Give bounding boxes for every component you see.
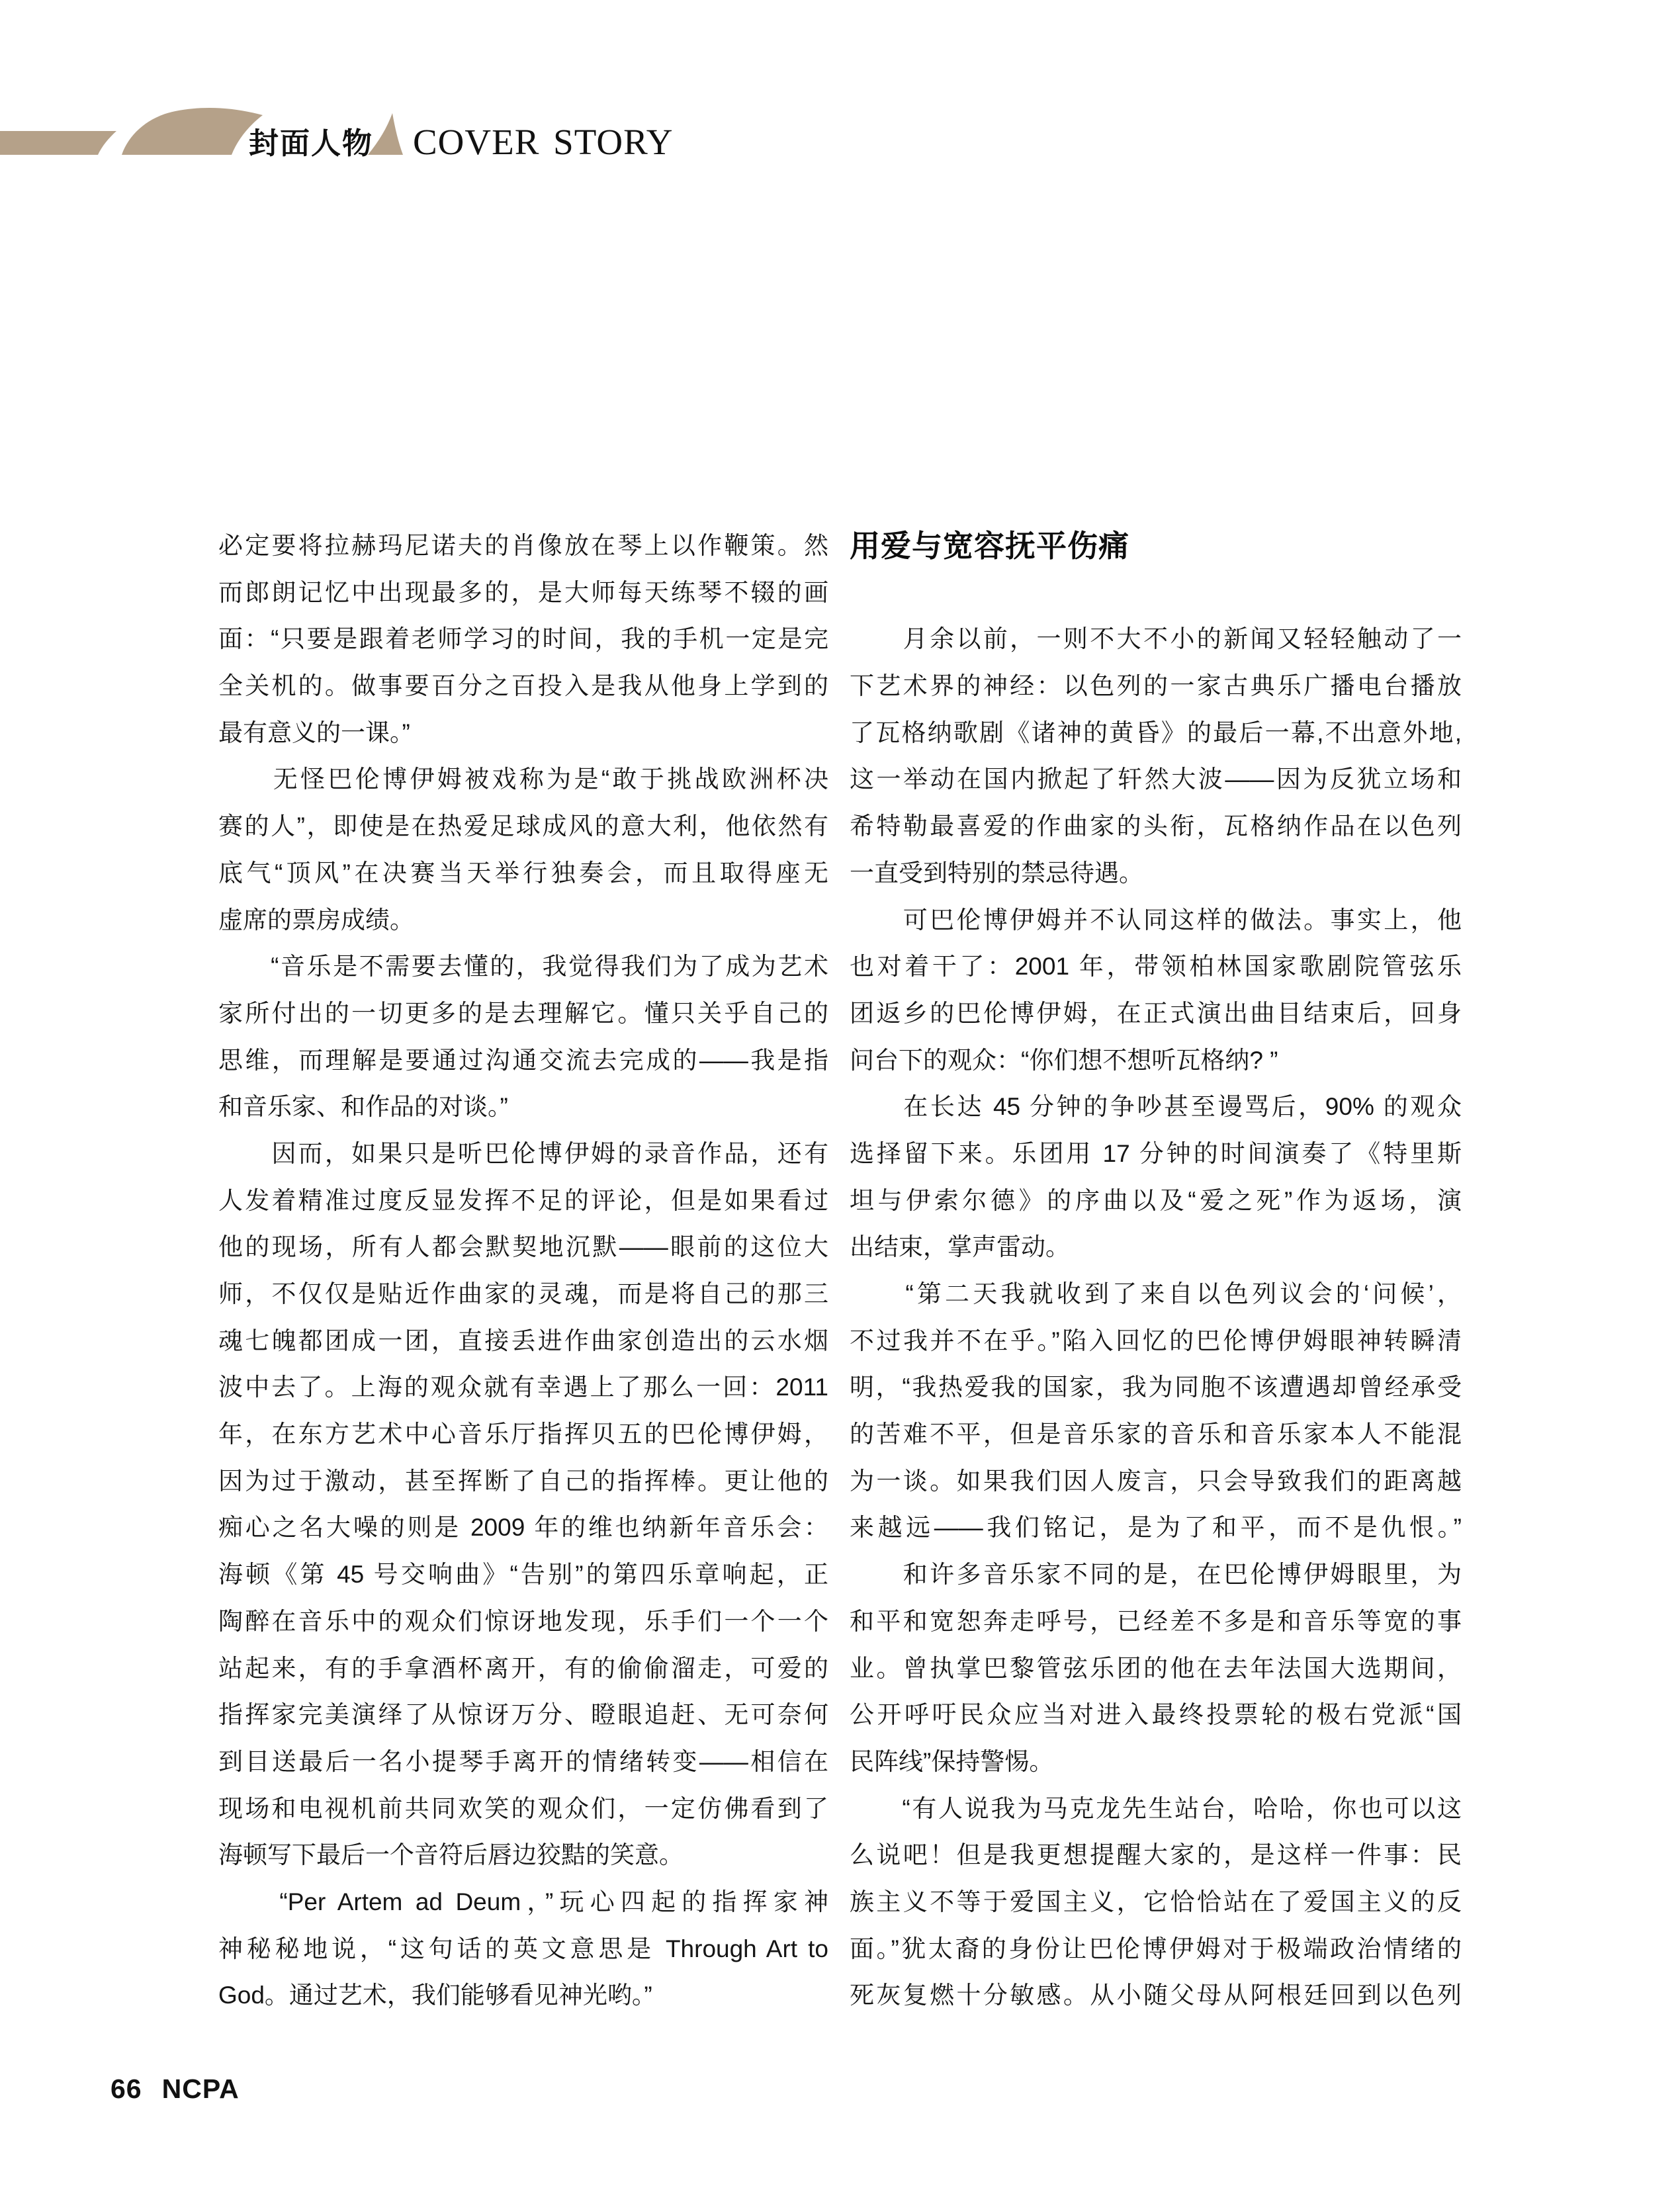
text-line: God。通过艺术，我们能够看见神光哟。”	[218, 1982, 652, 2009]
text-line: 最有意义的一课。”	[218, 719, 410, 746]
brand-swoosh-icon	[0, 106, 476, 185]
wing-swoosh-icon	[122, 108, 263, 155]
text-line: 年，在东方艺术中心音乐厅指挥贝五的巴伦博伊姆，	[218, 1421, 828, 1448]
text-line: 师，不仅仅是贴近作曲家的灵魂，而是将自己的那三	[218, 1280, 828, 1307]
text-line: 和许多音乐家不同的是，在巴伦博伊姆眼里，为	[850, 1561, 1462, 1589]
text-line: 面：“只要是跟着老师学习的时间，我的手机一定是完	[218, 625, 828, 653]
text-line: 海顿《第 45 号交响曲》“告别”的第四乐章响起，正	[218, 1561, 828, 1589]
text-line: 一直受到特别的禁忌待遇。	[850, 859, 1143, 887]
text-line: 因为过于激动，甚至挥断了自己的指挥棒。更让他的	[218, 1467, 828, 1495]
page-footer	[111, 2066, 240, 2112]
text-line: 因而，如果只是听巴伦博伊姆的录音作品，还有	[218, 1139, 828, 1167]
text-line: 人发着精准过度反显发挥不足的评论，但是如果看过	[218, 1186, 828, 1214]
section-title-en: COVER STORY	[413, 122, 674, 162]
text-line: 问台下的观众：“你们想不想听瓦格纳? ”	[850, 1046, 1278, 1074]
text-line: 希特勒最喜爱的作曲家的头衔，瓦格纳作品在以色列	[850, 812, 1462, 840]
text-line: 团返乡的巴伦博伊姆，在正式演出曲目结束后，回身	[850, 999, 1462, 1027]
text-line: 死灰复燃十分敏感。从小随父母从阿根廷回到以色列	[850, 1982, 1462, 2009]
section-title-cn: 封面人物	[249, 126, 374, 160]
text-line: 面。”犹太裔的身份让巴伦博伊姆对于极端政治情绪的	[850, 1935, 1462, 1962]
text-line: 这一举动在国内掀起了轩然大波——因为反犹立场和	[850, 766, 1462, 793]
text-line: 可巴伦博伊姆并不认同这样的做法。事实上，他	[850, 906, 1462, 934]
page-number: 66	[111, 2074, 142, 2104]
text-line: 下艺术界的神经：以色列的一家古典乐广播电台播放	[850, 672, 1462, 700]
text-line: 站起来，有的手拿酒杯离开，有的偷偷溜走，可爱的	[218, 1654, 828, 1682]
text-line: 家所付出的一切更多的是去理解它。懂只关乎自己的	[218, 999, 828, 1027]
text-line: 了瓦格纳歌剧《诸神的黄昏》的最后一幕,不出意外地,	[850, 719, 1462, 746]
text-line: 出结束，掌声雷动。	[850, 1233, 1070, 1261]
text-line: 么说吧！但是我更想提醒大家的，是这样一件事：民	[850, 1841, 1462, 1869]
text-line: “音乐是不需要去懂的，我觉得我们为了成为艺术	[218, 953, 828, 981]
text-line: 公开呼吁民众应当对进入最终投票轮的极右党派“国	[850, 1701, 1462, 1729]
text-line: 选择留下来。乐团用 17 分钟的时间演奏了《特里斯	[850, 1139, 1462, 1167]
text-line: 月余以前，一则不大不小的新闻又轻轻触动了一	[850, 625, 1462, 653]
text-line: “Per Artem ad Deum，”玩心四起的指挥家神	[218, 1888, 828, 1915]
text-line: 赛的人”，即使是在热爱足球成风的意大利，他依然有	[218, 812, 828, 840]
text-line: 全关机的。做事要百分之百投入是我从他身上学到的	[218, 672, 828, 700]
text-line: 他的现场，所有人都会默契地沉默——眼前的这位大	[218, 1233, 828, 1261]
text-line: 坦与伊索尔德》的序曲以及“爱之死”作为返场，演	[850, 1186, 1462, 1214]
text-line: 神秘秘地说，“这句话的英文意思是 Through Art to	[218, 1935, 828, 1962]
text-line: 明，“我热爱我的国家，我为同胞不该遭遇却曾经承受	[850, 1374, 1462, 1401]
text-line: 而郎朗记忆中出现最多的，是大师每天练琴不辍的画	[218, 578, 828, 606]
text-line: 海顿写下最后一个音符后唇边狡黠的笑意。	[218, 1841, 684, 1869]
text-line: 陶醉在音乐中的观众们惊讶地发现，乐手们一个一个	[218, 1607, 828, 1635]
brand-name: NCPA	[161, 2074, 240, 2104]
text-line: 到目送最后一名小提琴手离开的情绪转变——相信在	[218, 1747, 828, 1775]
text-line: 魂七魄都团成一团，直接丢进作曲家创造出的云水烟	[218, 1327, 828, 1354]
text-line: 来越远——我们铭记，是为了和平，而不是仇恨。”	[850, 1514, 1462, 1542]
text-line: 无怪巴伦博伊姆被戏称为是“敢于挑战欧洲杯决	[218, 766, 828, 793]
text-line: 和音乐家、和作品的对谈。”	[218, 1093, 508, 1121]
text-line: 思维，而理解是要通过沟通交流去完成的——我是指	[218, 1046, 828, 1074]
text-line: 必定要将拉赫玛尼诺夫的肖像放在琴上以作鞭策。然	[218, 532, 828, 559]
text-line: 不过我并不在乎。”陷入回忆的巴伦博伊姆眼神转瞬清	[850, 1327, 1462, 1354]
text-line: 民阵线”保持警惕。	[850, 1747, 1054, 1775]
text-line: 波中去了。上海的观众就有幸遇上了那么一回：2011	[218, 1374, 828, 1401]
spacer-line	[850, 570, 1462, 617]
text-line: 指挥家完美演绎了从惊讶万分、瞪眼追赶、无可奈何	[218, 1701, 828, 1729]
text-line: 的苦难不平，但是音乐家的音乐和音乐家本人不能混	[850, 1421, 1462, 1448]
text-line: 也对着干了：2001 年，带领柏林国家歌剧院管弦乐	[850, 953, 1462, 981]
text-line: 族主义不等于爱国主义，它恰恰站在了爱国主义的反	[850, 1888, 1462, 1915]
section-heading: 用爱与宽容抚平伤痛	[850, 529, 1129, 563]
text-line: 底气“顶风”在决赛当天举行独奏会，而且取得座无	[218, 859, 828, 887]
text-line: 痴心之名大噪的则是 2009 年的维也纳新年音乐会：	[218, 1514, 828, 1542]
text-line: 在长达 45 分钟的争吵甚至谩骂后，90% 的观众	[850, 1093, 1462, 1121]
text-line: “第二天我就收到了来自以色列议会的‘问候’，	[850, 1280, 1462, 1307]
article-right-column	[850, 523, 1462, 2019]
text-line: “有人说我为马克龙先生站台，哈哈，你也可以这	[850, 1794, 1462, 1822]
article-left-column	[218, 523, 828, 2019]
text-line: 和平和宽恕奔走呼号，已经差不多是和音乐等宽的事	[850, 1607, 1462, 1635]
text-line: 现场和电视机前共同欢笑的观众们，一定仿佛看到了	[218, 1794, 828, 1822]
text-line: 为一谈。如果我们因人废言，只会导致我们的距离越	[850, 1467, 1462, 1495]
text-line: 业。曾执掌巴黎管弦乐团的他在去年法国大选期间，	[850, 1654, 1462, 1682]
header-bar	[0, 131, 116, 155]
text-line: 虚席的票房成绩。	[218, 906, 414, 934]
